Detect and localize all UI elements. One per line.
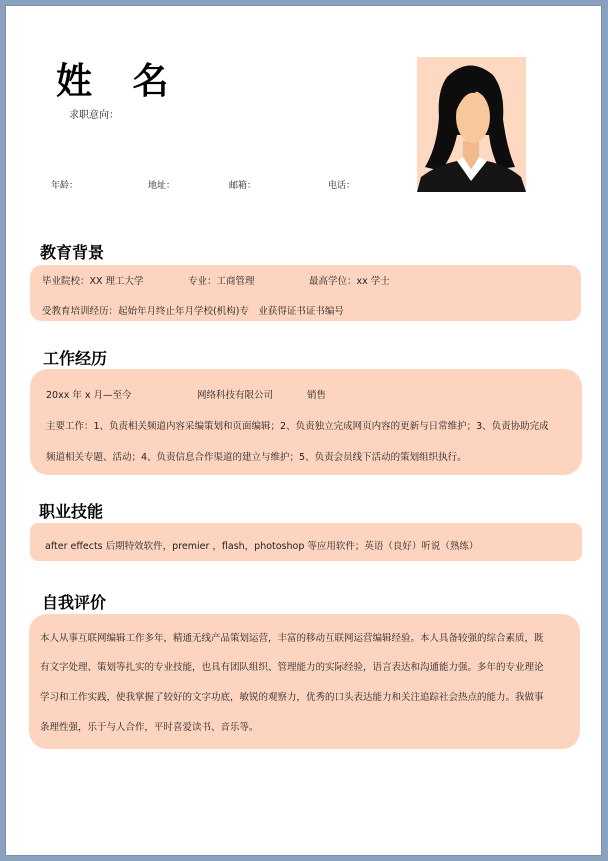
profile-photo (417, 57, 526, 192)
education-major: 专业：工商管理 (188, 276, 255, 287)
skills-title: 职业技能 (39, 502, 104, 521)
education-training: 受教育培训经历：起始年月终止年月学校(机构)专 业获得证书证书编号 (42, 306, 344, 317)
self-eval-line: 有文字处理、策划等扎实的专业技能，也具有团队组织、管理能力的实际经验，语言表达和沟通能力强。多年的专业理论 (40, 662, 544, 673)
self-eval-line: 条理性强，乐于与人合作，平时喜爱读书、音乐等。 (40, 722, 259, 733)
email-label: 邮箱： (229, 181, 257, 191)
work-duties-line2: 频道相关专题、活动；4、负责信息合作渠道的建立与维护；5、负责会员线下活动的策划组织执行。 (46, 452, 467, 463)
candidate-name: 姓 名 (56, 61, 183, 102)
work-duties-line1: 主要工作：1、负责相关频道内容采编策划和页面编辑；2、负责独立完成网页内容的更新与日常维护；3、负责协助完成 (46, 421, 549, 432)
self-eval-line: 学习和工作实践，使我掌握了较好的文字功底，敏锐的观察力，优秀的口头表达能力和关注追踪社会热点的能力。我做事 (40, 692, 544, 703)
work-period: 20xx 年 x 月—至今 (46, 390, 132, 401)
skills-text: after effects 后期特效软件，premier ，flash，photoshop 等应用软件；英语（良好）听说（熟练） (45, 541, 479, 552)
phone-label: 电话： (328, 181, 356, 191)
avatar-icon (417, 57, 526, 192)
work-company: 网络科技有限公司 (197, 390, 274, 401)
self-eval-title: 自我评价 (42, 593, 107, 612)
self-eval-line: 本人从事互联网编辑工作多年，精通无线产品策划运营，丰富的移动互联网运营编辑经验。本人具备较强的综合素质，既 (40, 633, 544, 644)
work-title: 工作经历 (43, 349, 108, 368)
address-label: 地址： (148, 181, 176, 191)
work-position: 销售 (307, 390, 327, 401)
resume-page (5, 5, 602, 856)
education-degree: 最高学位：xx 学士 (309, 276, 390, 287)
job-intent-label: 求职意向： (69, 110, 119, 121)
education-title: 教育背景 (40, 243, 105, 262)
education-school: 毕业院校：XX 理工大学 (42, 276, 144, 287)
age-label: 年龄： (51, 181, 79, 191)
